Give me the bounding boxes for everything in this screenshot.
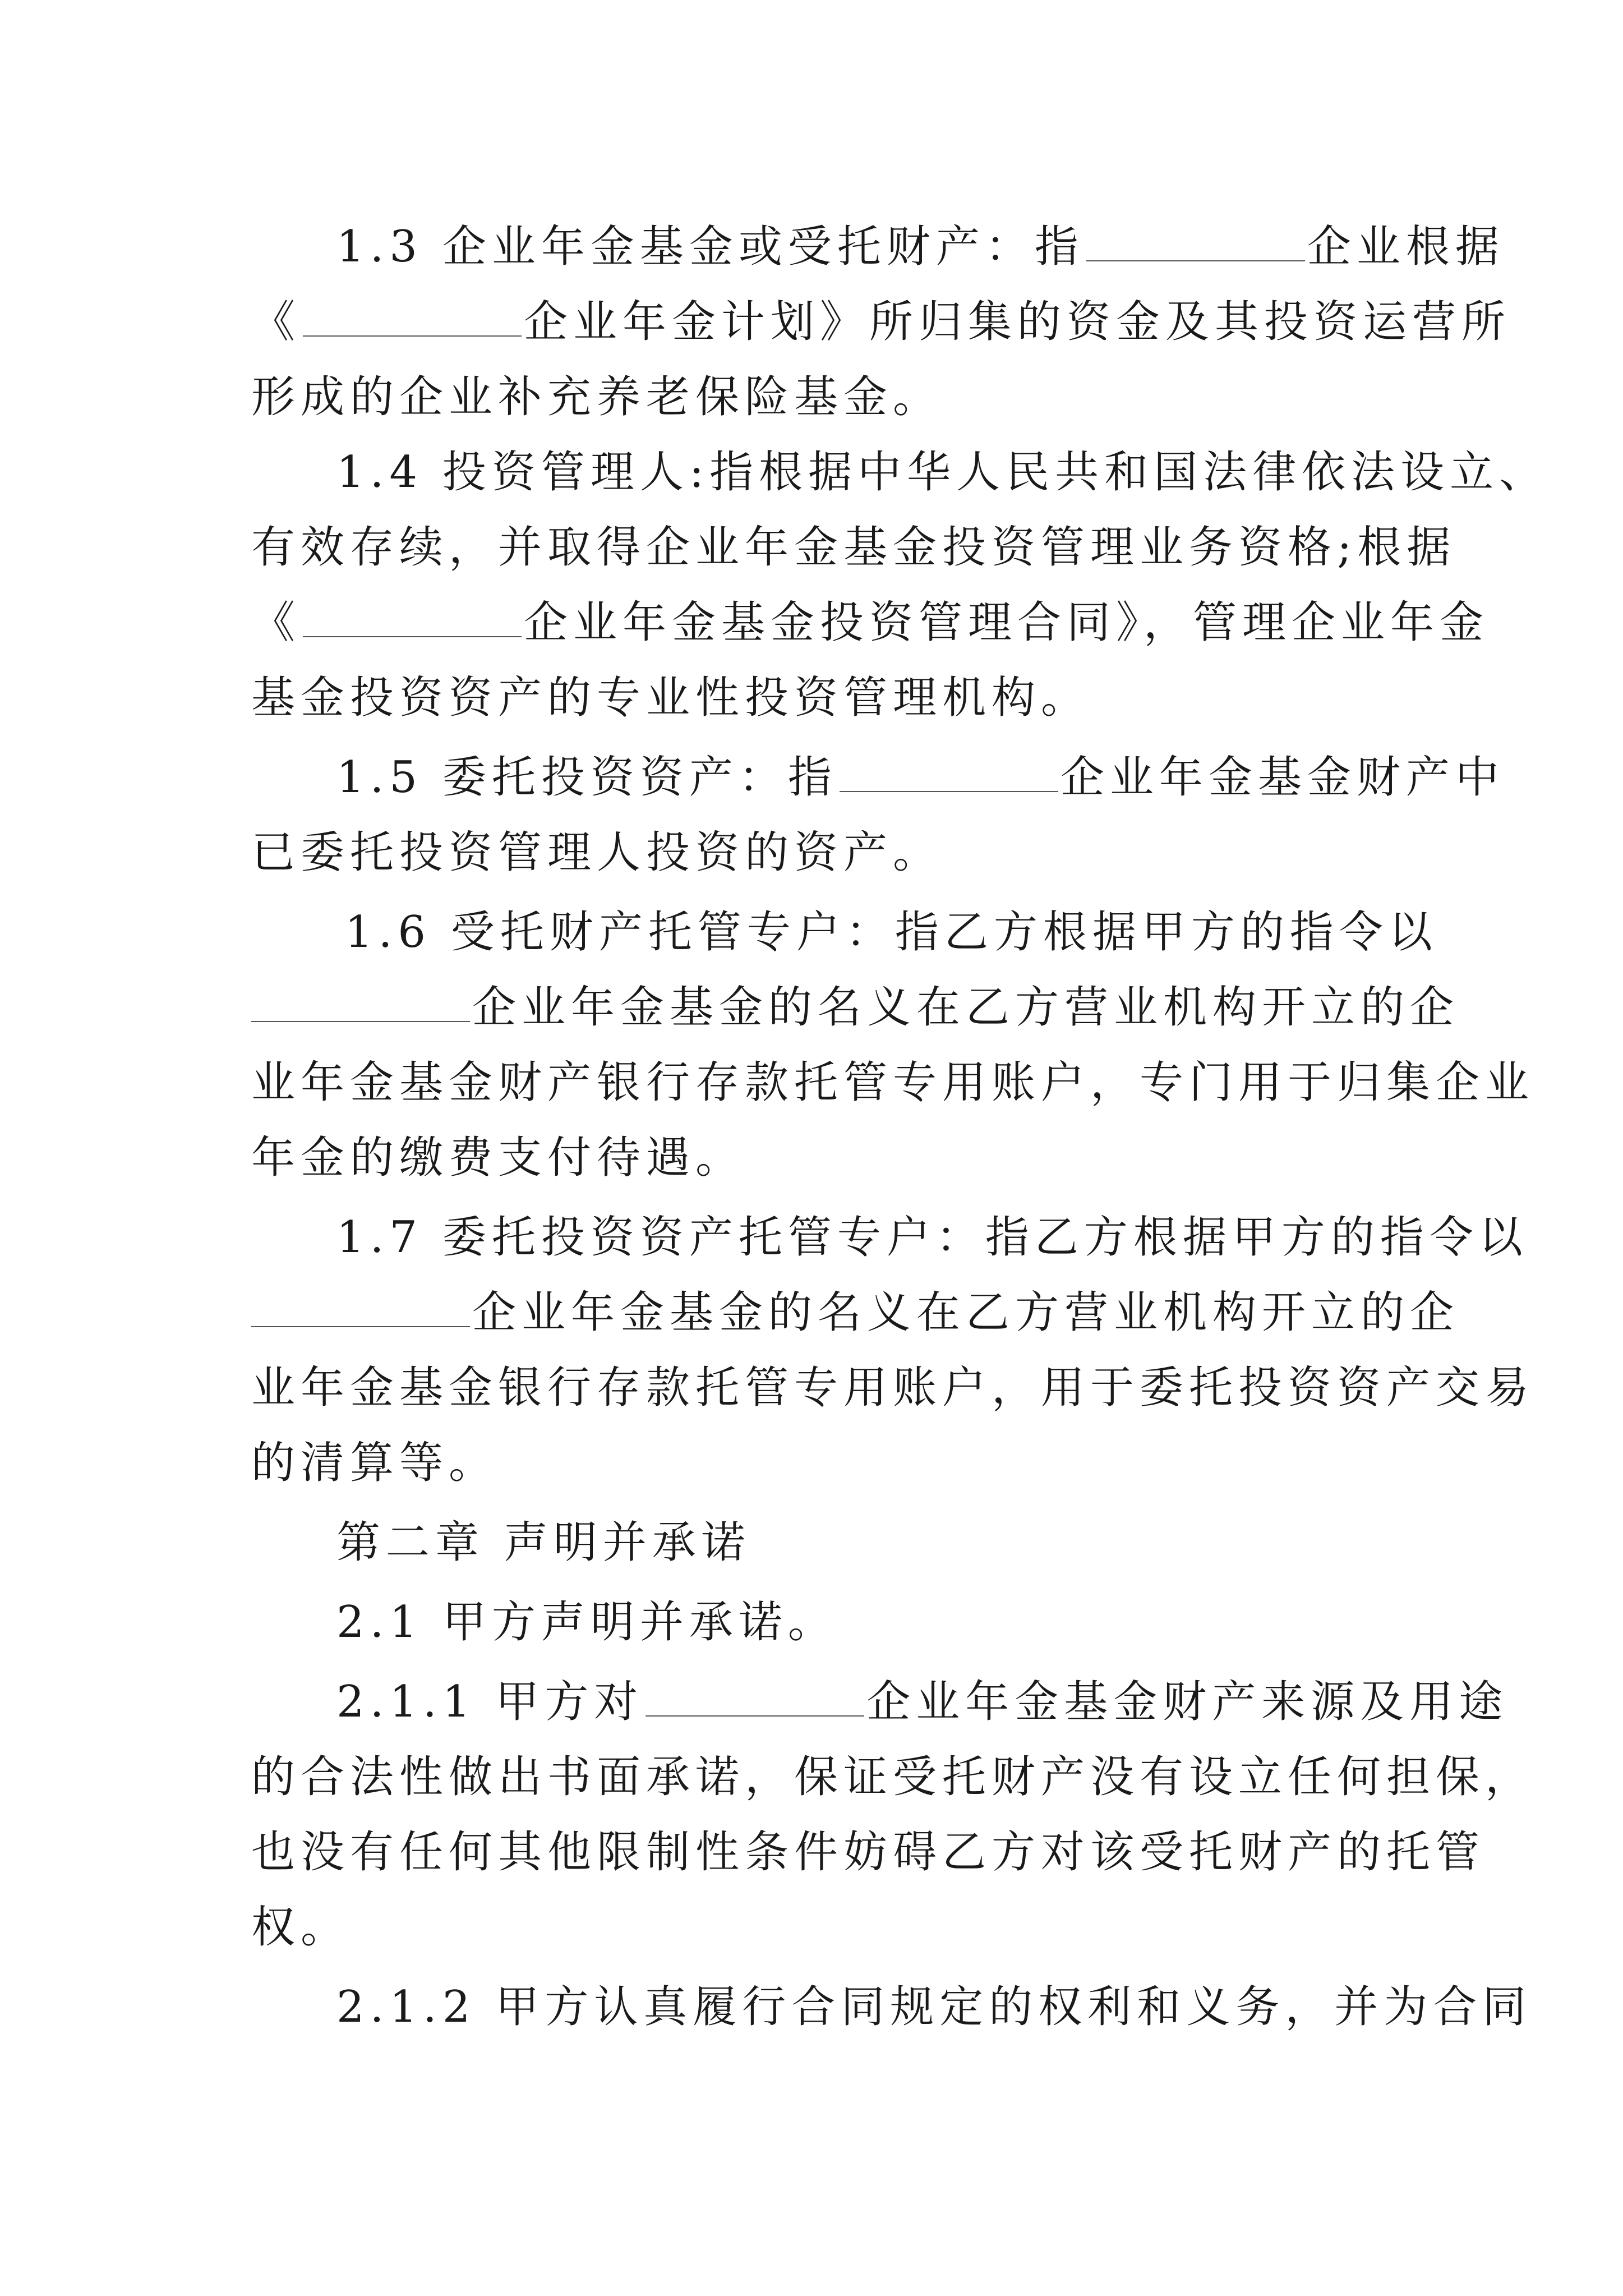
clause-1-7-line-3: 业年金基金银行存款托管专用账户，用于委托投资资产交易 <box>251 1363 1535 1413</box>
clause-2-1-1-line-1 <box>336 1665 1509 1738</box>
fill-in-blank <box>303 296 522 337</box>
clause-2-1-2-line-1: 2.1.2 甲方认真履行合同规定的权利和义务，并为合同 <box>336 1982 1532 2032</box>
clause-1-3-line-2 <box>251 286 1511 358</box>
clause-2-1-1-line-2: 的合法性做出书面承诺，保证受托财产没有设立任何担保， <box>251 1752 1535 1802</box>
text-segment: 企业年金基金财产中 <box>1060 752 1505 803</box>
clause-1-7-line-1: 1.7 委托投资资产托管专户：指乙方根据甲方的指令以 <box>336 1212 1528 1263</box>
text-segment: 《 <box>251 297 301 347</box>
fill-in-blank <box>303 597 522 637</box>
text-segment: 企业年金计划》所归集的资金及其投资运营所 <box>524 297 1511 347</box>
clause-1-4-line-1: 1.4 投资管理人:指根据中华人民共和国法律依法设立、 <box>336 447 1549 498</box>
clause-1-6-line-2 <box>251 971 1460 1044</box>
text-segment: 企业年金基金投资管理合同》，管理企业年金 <box>524 597 1490 648</box>
fill-in-blank <box>251 1287 470 1327</box>
fill-in-blank <box>251 982 470 1022</box>
text-segment: 企业根据 <box>1307 222 1505 272</box>
clause-1-4-line-2: 有效存续，并取得企业年金基金投资管理业务资格;根据 <box>251 522 1456 573</box>
clause-1-3-line-1 <box>336 210 1505 283</box>
clause-1-6-line-1: 1.6 受托财产托管专户：指乙方根据甲方的指令以 <box>345 907 1438 958</box>
text-segment: 企业年金基金财产来源及用途 <box>866 1677 1509 1727</box>
clause-1-5-line-2: 已委托投资管理人投资的资产。 <box>251 827 943 878</box>
text-segment: 《 <box>251 597 301 648</box>
fill-in-blank <box>1086 221 1305 261</box>
text-segment: 企业年金基金的名义在乙方营业机构开立的企 <box>472 1287 1460 1338</box>
clause-1-6-line-3: 业年金基金财产银行存款托管专用账户，专门用于归集企业 <box>251 1057 1535 1108</box>
clause-2-1-1-line-3: 也没有任何其他限制性条件妨碍乙方对该受托财产的托管 <box>251 1827 1486 1878</box>
text-segment: 2.1.1 甲方对 <box>336 1677 644 1727</box>
clause-1-7-line-4: 的清算等。 <box>251 1438 499 1488</box>
text-segment: 1.5 委托投资资产：指 <box>336 752 837 803</box>
clause-1-4-line-4: 基金投资资产的专业性投资管理机构。 <box>251 673 1091 723</box>
clause-1-4-line-3 <box>251 586 1490 659</box>
text-segment: 企业年金基金的名义在乙方营业机构开立的企 <box>472 982 1460 1033</box>
chapter-2-heading: 第二章 声明并承诺 <box>336 1517 751 1568</box>
clause-2-1-heading: 2.1 甲方声明并承诺。 <box>336 1597 837 1648</box>
clause-1-3-line-3: 形成的企业补充养老保险基金。 <box>251 372 943 422</box>
fill-in-blank <box>840 752 1058 792</box>
text-segment: 1.3 企业年金基金或受托财产：指 <box>336 222 1084 272</box>
clause-1-7-line-2 <box>251 1276 1460 1349</box>
clause-1-6-line-4: 年金的缴费支付待遇。 <box>251 1133 745 1183</box>
fill-in-blank <box>645 1676 864 1717</box>
clause-2-1-1-line-4: 权。 <box>251 1902 351 1953</box>
clause-1-5-line-1 <box>336 741 1505 814</box>
